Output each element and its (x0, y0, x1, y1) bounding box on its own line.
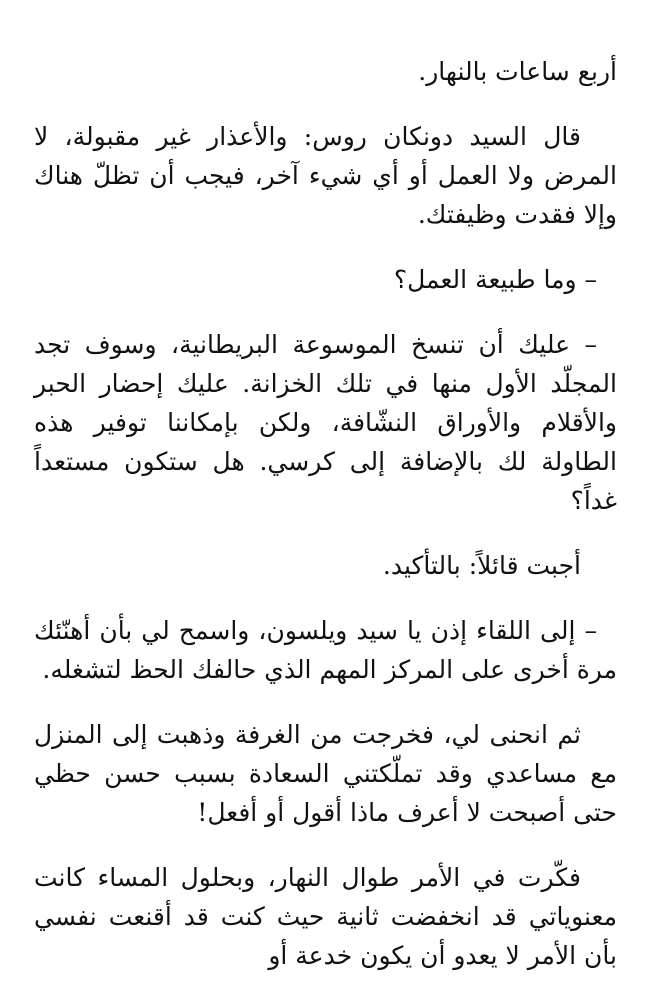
paragraph-answer: أجبت قائلاً: بالتأكيد. (382, 551, 581, 580)
paragraph-job-description: – عليك أن تنسخ الموسوعة البريطانية، وسوف تجد المجلّد الأول منها في تلك الخزانة. عليك إحضار الحبر والأقلام والأوراق النشّافة، ولكن بإمكاننا توفير هذه الطاولة لك بالإضافة إلى كرسي. هل ستكون مستعداً غداً؟ (34, 330, 617, 515)
paragraph-leaving: ثم انحنى لي، فخرجت من الغرفة وذهبت إلى المنزل مع مساعدي وقد تملّكتني السعادة بسبب حسن حظي حتى أصبحت لا أعرف ماذا أقول أو أفعل! (34, 720, 617, 827)
paragraph-farewell: – إلى اللقاء إذن يا سيد ويلسون، واسمح لي بأن أهنّئك مرة أخرى على المركز المهم الذي حالفك الحظ لتشغله. (34, 616, 617, 684)
paragraph-question: – وما طبيعة العمل؟ (393, 265, 597, 294)
paragraph-rules: قال السيد دونكان روس: والأعذار غير مقبولة، لا المرض ولا العمل أو أي شيء آخر، فيجب أن تظلّ هناك وإلا فقدت وظيفتك. (34, 122, 617, 229)
paragraph-continuation: أربع ساعات بالنهار. (418, 57, 617, 86)
paragraph-evening: فكّرت في الأمر طوال النهار، وبحلول المساء كانت معنوياتي قد انخفضت ثانية حيث كنت قد أقنعت نفسي بأن الأمر لا يعدو أن يكون خدعة أو (34, 863, 617, 970)
book-page (34, 52, 617, 1000)
